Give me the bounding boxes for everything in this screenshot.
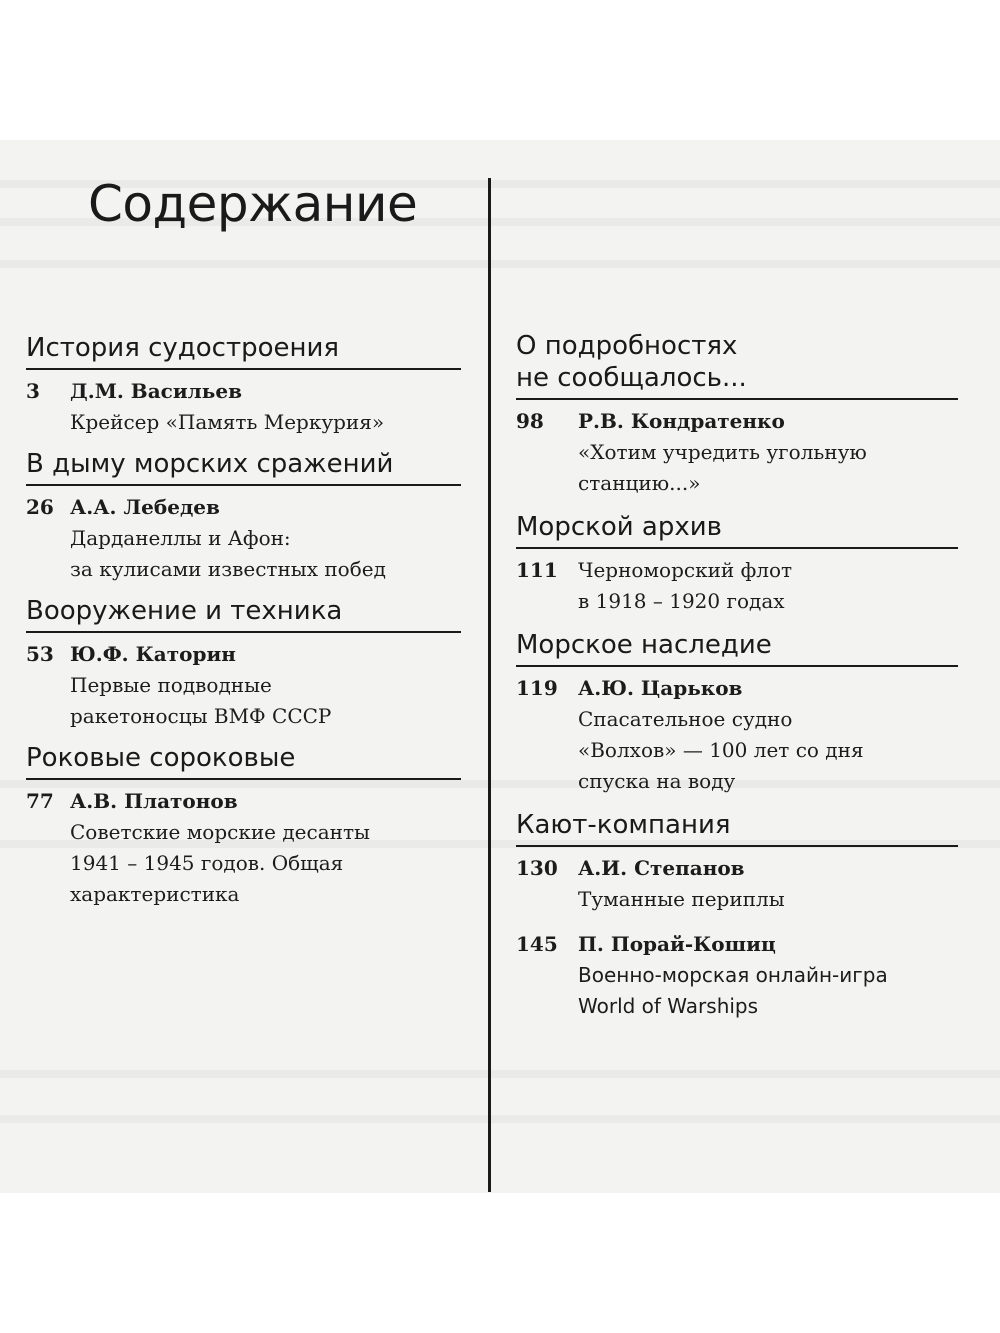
entry-author: А.Ю. Царьков: [578, 676, 743, 700]
right-column: [516, 330, 958, 1022]
entry-body: [578, 406, 958, 499]
section-heading: Роковые сороковые: [26, 742, 461, 780]
toc-entry[interactable]: [516, 673, 958, 797]
entry-title: Военно-морская онлайн-игра World of Warships: [578, 963, 888, 1018]
section-heading: История судостроения: [26, 332, 461, 370]
toc-section: [26, 448, 461, 585]
entry-title: Спасательное судно «Волхов» — 100 лет со дня спуска на воду: [578, 707, 864, 793]
entry-body: [70, 639, 461, 732]
toc-entry[interactable]: [516, 406, 958, 499]
section-heading: Морской архив: [516, 511, 958, 549]
entry-body: [578, 929, 958, 1022]
entry-title: Советские морские десанты 1941 – 1945 годов. Общая характеристика: [70, 820, 370, 906]
entry-title: Дарданеллы и Афон: за кулисами известных побед: [70, 526, 386, 581]
page-number: 77: [26, 789, 54, 813]
toc-section: [26, 332, 461, 438]
toc-section: [516, 330, 958, 499]
entry-title: Первые подводные ракетоносцы ВМФ СССР: [70, 673, 332, 728]
section-heading: Вооружение и техника: [26, 595, 461, 633]
column-divider: [488, 178, 491, 1192]
entry-title: Туманные периплы: [578, 887, 785, 911]
entry-author: П. Порай-Кошиц: [578, 932, 776, 956]
entry-title: Крейсер «Память Меркурия»: [70, 410, 385, 434]
toc-section: [26, 595, 461, 732]
entry-body: [70, 786, 461, 910]
entry-title: «Хотим учредить угольную станцию...»: [578, 440, 867, 495]
show-through-line: [0, 260, 1000, 268]
section-heading: Морское наследие: [516, 629, 958, 667]
section-heading: В дыму морских сражений: [26, 448, 461, 486]
page-number: 130: [516, 856, 558, 880]
page-title: Содержание: [88, 175, 418, 233]
page-number: 145: [516, 932, 558, 956]
entry-author: Д.М. Васильев: [70, 379, 242, 403]
page-number: 98: [516, 409, 544, 433]
page-number: 111: [516, 558, 558, 582]
section-heading: Кают-компания: [516, 809, 958, 847]
entry-title: Черноморский флот в 1918 – 1920 годах: [578, 558, 793, 613]
entry-author: Ю.Ф. Каторин: [70, 642, 236, 666]
toc-section: [516, 511, 958, 617]
toc-entry[interactable]: [26, 639, 461, 732]
toc-entry[interactable]: [26, 376, 461, 438]
toc-section: [516, 629, 958, 797]
entry-body: [578, 673, 958, 797]
toc-entry[interactable]: [516, 555, 958, 617]
toc-section: [516, 809, 958, 1022]
page-number: 119: [516, 676, 558, 700]
entry-body: [70, 492, 461, 585]
show-through-line: [0, 1070, 1000, 1078]
page-number: 3: [26, 379, 40, 403]
left-column: [26, 332, 461, 910]
toc-entry[interactable]: [26, 786, 461, 910]
entry-author: Р.В. Кондратенко: [578, 409, 785, 433]
toc-entry[interactable]: [516, 853, 958, 915]
toc-entry[interactable]: [26, 492, 461, 585]
entry-author: А.И. Степанов: [578, 856, 745, 880]
section-heading: О подробностях не сообщалось...: [516, 330, 958, 400]
toc-entry[interactable]: [516, 929, 958, 1022]
entry-author: А.В. Платонов: [70, 789, 238, 813]
show-through-line: [0, 1115, 1000, 1123]
page-number: 26: [26, 495, 54, 519]
page-number: 53: [26, 642, 54, 666]
entry-body: [578, 555, 958, 617]
toc-section: [26, 742, 461, 910]
entry-author: А.А. Лебедев: [70, 495, 220, 519]
entry-body: [578, 853, 958, 915]
entry-body: [70, 376, 461, 438]
